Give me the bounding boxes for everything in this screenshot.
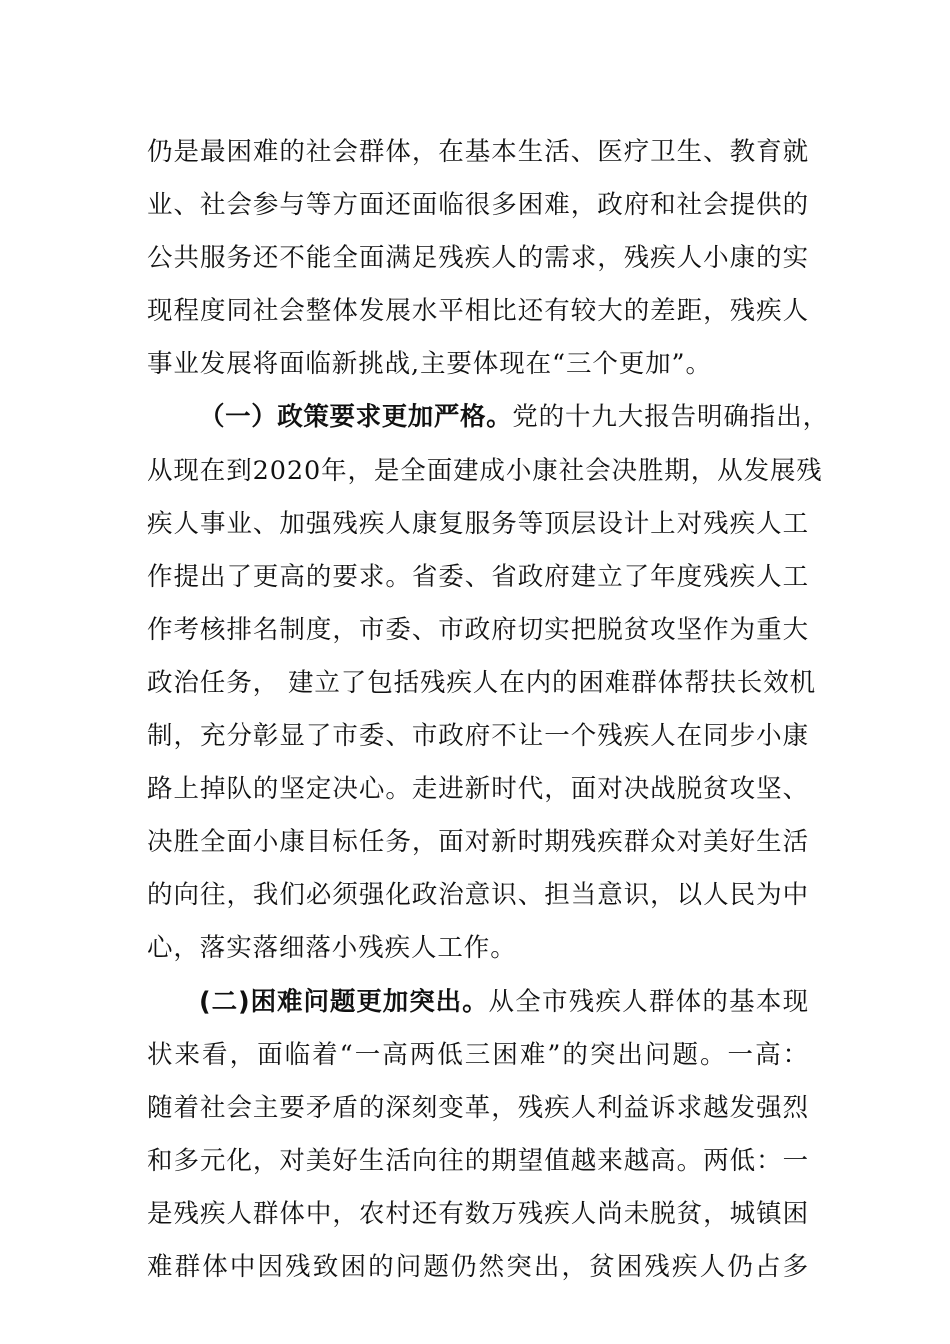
text-line: 事业发展将面临新挑战,主要体现在“三个更加”。: [147, 349, 712, 380]
section-heading: (二)困难问题更加突出。: [199, 986, 489, 1017]
text-line: 政治任务， 建立了包括残疾人在内的困难群体帮扶长效机: [147, 667, 817, 698]
text-run: 党的十九大报告明确指出，: [512, 402, 830, 433]
text-line: 作提出了更高的要求。省委、省政府建立了年度残疾人工: [147, 561, 809, 592]
text-line: 现程度同社会整体发展水平相比还有较大的差距，残疾人: [147, 296, 809, 327]
text-line: 业、社会参与等方面还面临很多困难，政府和社会提供的: [147, 190, 809, 221]
text-line: 决胜全面小康目标任务，面对新时期残疾群众对美好生活: [147, 827, 809, 858]
text-line: 公共服务还不能全面满足残疾人的需求，残疾人小康的实: [147, 243, 809, 274]
text-line: 路上掉队的坚定决心。走进新时代，面对决战脱贫攻坚、: [147, 774, 809, 805]
text-line: 作考核排名制度，市委、市政府切实把脱贫攻坚作为重大: [147, 614, 809, 645]
text-line: 心，落实落细落小残疾人工作。: [147, 933, 517, 964]
text-line: 随着社会主要矛盾的深刻变革，残疾人利益诉求越发强烈: [147, 1092, 809, 1123]
text-line: 疾人事业、加强残疾人康复服务等顶层设计上对残疾人工: [147, 508, 809, 539]
paragraph-intro: [147, 126, 809, 391]
text-line: 制，充分彰显了市委、市政府不让一个残疾人在同步小康: [147, 721, 809, 752]
section-heading: （一）政策要求更加严格。: [199, 402, 513, 433]
text-line: 状来看，面临着“一高两低三困难”的突出问题。一高：: [147, 1039, 809, 1070]
paragraph-first-line: [147, 391, 830, 444]
text-line: 和多元化，对美好生活向往的期望值越来越高。两低：一: [147, 1145, 809, 1176]
document-page: [147, 126, 830, 1294]
text-run: 从全市残疾人群体的基本现: [488, 986, 809, 1017]
text-line: 是残疾人群体中，农村还有数万残疾人尚未脱贫，城镇困: [147, 1198, 809, 1229]
paragraph-first-line: [147, 976, 809, 1029]
text-line: 的向往，我们必须强化政治意识、担当意识，以人民为中: [147, 880, 809, 911]
text-line: 仍是最困难的社会群体，在基本生活、医疗卫生、教育就: [147, 137, 809, 167]
text-line: 从现在到2020年，是全面建成小康社会决胜期，从发展残: [147, 455, 823, 486]
paragraph-policy: [147, 391, 830, 975]
paragraph-difficulties: [147, 976, 809, 1295]
text-line: 难群体中因残致困的问题仍然突出，贫困残疾人仍占多: [147, 1251, 809, 1282]
